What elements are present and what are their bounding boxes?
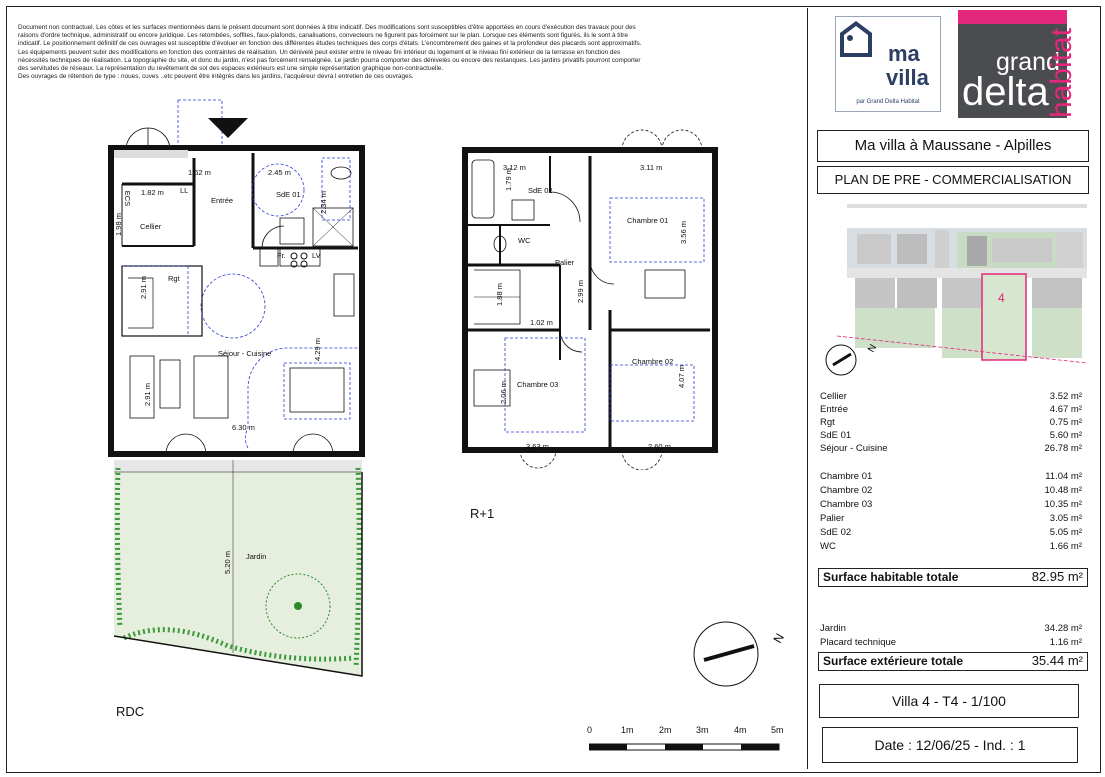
dim-label: 3.11 m — [640, 163, 663, 172]
disclaimer-line: Document non contractuel. Les côtes et les surfaces mentionnées dans le présent document sont données à titre indicatif. Des modifications sont susceptibles d'être apportées en cours d'exécution des travaux pour des — [18, 24, 636, 31]
room-label-wc: WC — [518, 236, 531, 245]
plan-subtitle: PLAN DE PRE - COMMERCIALISATION — [817, 166, 1089, 194]
room-label-chambre02: Chambre 02 — [632, 357, 674, 366]
area-row: Rgt 0.75 m² — [820, 417, 1082, 428]
lot-number: 4 — [998, 291, 1005, 305]
dim-label: 5.20 m — [222, 551, 232, 574]
area-row: Chambre 02 10.48 m² — [820, 485, 1082, 496]
site-plan — [817, 198, 1087, 378]
site-plan-drawing — [817, 198, 1087, 378]
mark-label: ECS — [123, 190, 133, 207]
logo-subtitle: par Grand Delta Habitat — [856, 99, 920, 105]
disclaimer-line: des servitudes de réseaux. La représentation du revêtement de sol des espaces extérieurs est une simple représentation graphique non-contractuelle. — [18, 65, 444, 73]
area-row: SdE 02 5.05 m² — [820, 527, 1082, 538]
disclaimer-line: Des ouvrages de rétention de type : noues, cuves ..etc peuvent être intégrés dans les jardins, l'acquéreur devra l entretien de ces ouvrages. — [18, 73, 414, 81]
area-row: Jardin 34.28 m² — [820, 623, 1082, 634]
dim-label: 2.91 m — [138, 276, 148, 299]
logo-text-habitat: habitat — [1044, 27, 1078, 118]
disclaimer-line: indicatif. Le positionnement définitif de ces ouvrages est susceptible d'évoluer en fonction des différentes études techniques des corps d'états. L'encombrement des gaines et la profondeur des placards sont approximatifs. — [18, 40, 642, 48]
room-label-sde02: SdE 02 — [528, 186, 553, 195]
dim-label: 1.02 m — [530, 318, 553, 327]
area-row: Placard technique 1.16 m² — [820, 637, 1082, 648]
disclaimer-line: Les équipements peuvent subir des modifications en fonction des contraintes de réalisation. Un dénivelé peut exister entre le niveau fini intérieur du logement et le niveau fini extérieur de la terrasse en fonction des — [18, 48, 621, 56]
dim-label: 4.29 m — [312, 338, 322, 361]
dim-label: 1.98 m — [113, 213, 123, 236]
house-icon — [838, 19, 874, 59]
room-label-sde01: SdE 01 — [276, 190, 301, 199]
logo-text-delta: delta — [962, 70, 1049, 114]
grand-delta-habitat-logo — [958, 10, 1091, 118]
total-exterieure: Surface extérieure totale 35.44 m² — [818, 652, 1088, 671]
area-row: Séjour - Cuisine 26.78 m² — [820, 443, 1082, 454]
dim-label: 6.30 m — [232, 423, 255, 432]
area-row: Entrée 4.67 m² — [820, 404, 1082, 415]
room-label-chambre03: Chambre 03 — [517, 380, 559, 389]
logo-pink-band — [958, 10, 1067, 24]
compass — [692, 620, 792, 690]
dim-label: 1.82 m — [141, 188, 164, 197]
area-row: Palier 3.05 m² — [820, 513, 1082, 524]
dim-label: 4.07 m — [676, 365, 686, 388]
dim-label: 3.63 m — [526, 442, 549, 451]
room-label-sejour: Séjour - Cuisine — [218, 349, 272, 358]
north-label: N — [770, 630, 787, 646]
dim-label: 3.12 m — [503, 163, 526, 172]
scale-tick-label: 1m — [621, 725, 634, 735]
area-row: Chambre 01 11.04 m² — [820, 471, 1082, 482]
project-title: Ma villa à Maussane - Alpilles — [817, 130, 1089, 162]
dim-label: 1.79 m — [503, 168, 513, 191]
north-label: N — [866, 342, 880, 355]
dim-label: 2.99 m — [575, 280, 585, 303]
date-index: Date : 12/06/25 - Ind. : 1 — [822, 727, 1078, 763]
room-label-jardin: Jardin — [246, 552, 267, 561]
ma-villa-logo — [835, 16, 941, 112]
scale-tick-label: 2m — [659, 725, 672, 735]
room-label-chambre01: Chambre 01 — [627, 216, 669, 225]
scale-tick-label: 3m — [696, 725, 709, 735]
level-label-rdc: RDC — [116, 704, 145, 719]
disclaimer — [18, 24, 798, 81]
mark-label: LL — [180, 186, 189, 195]
dim-label: 2.06 m — [498, 381, 508, 404]
dim-label: 1.62 m — [188, 168, 211, 177]
area-row: Chambre 03 10.35 m² — [820, 499, 1082, 510]
north-arrow-icon — [704, 646, 754, 660]
area-row: SdE 01 5.60 m² — [820, 430, 1082, 441]
scale-tick-label: 0 — [587, 725, 593, 735]
logo-text-ma: ma — [888, 41, 920, 66]
mark-label: Fr. — [277, 251, 286, 260]
area-row: Cellier 3.52 m² — [820, 391, 1082, 402]
entrance-arrow-icon — [208, 118, 248, 138]
dim-label: 2.60 m — [648, 442, 671, 451]
dim-label: 2.45 m — [268, 168, 291, 177]
north-arrow-icon — [833, 354, 851, 365]
room-label-entree: Entrée — [211, 196, 234, 205]
area-row: WC 1.66 m² — [820, 541, 1082, 552]
disclaimer-line: raisons d'ordre technique, administratif ou encore juridique. Les retombées, soffites, faux-plafonds, canalisations, convecteurs ne figurent pas forcément sur le plan. Lorsque ces éléments sont figurés, ils le sont à titre — [18, 32, 628, 40]
logo-text-villa: villa — [886, 65, 929, 90]
dim-label: 1.88 m — [494, 283, 504, 306]
villa-reference: Villa 4 - T4 - 1/100 — [819, 684, 1079, 718]
room-label-cellier: Cellier — [140, 222, 162, 231]
mark-label: LV — [312, 251, 321, 260]
disclaimer-line: nécessités techniques de réalisation. La topographie du site, et donc du jardin, n'est pas forcément renseignée. Le jardin pourra comporter des dénivelés ou encore des restanques. Les jardins privatifs pourront comporter — [18, 56, 641, 64]
level-label-r1: R+1 — [470, 506, 495, 521]
dim-label: 2.34 m — [318, 191, 328, 214]
dim-label: 2.91 m — [142, 383, 152, 406]
scale-tick-label: 4m — [734, 725, 747, 735]
logo-text-grand: grand — [996, 48, 1060, 76]
total-habitable: Surface habitable totale 82.95 m² — [818, 568, 1088, 587]
room-label-palier: Palier — [555, 258, 575, 267]
scale-tick-label: 5m — [771, 725, 784, 735]
room-label-rgt: Rgt — [168, 274, 180, 283]
dim-label: 3.56 m — [678, 221, 688, 244]
